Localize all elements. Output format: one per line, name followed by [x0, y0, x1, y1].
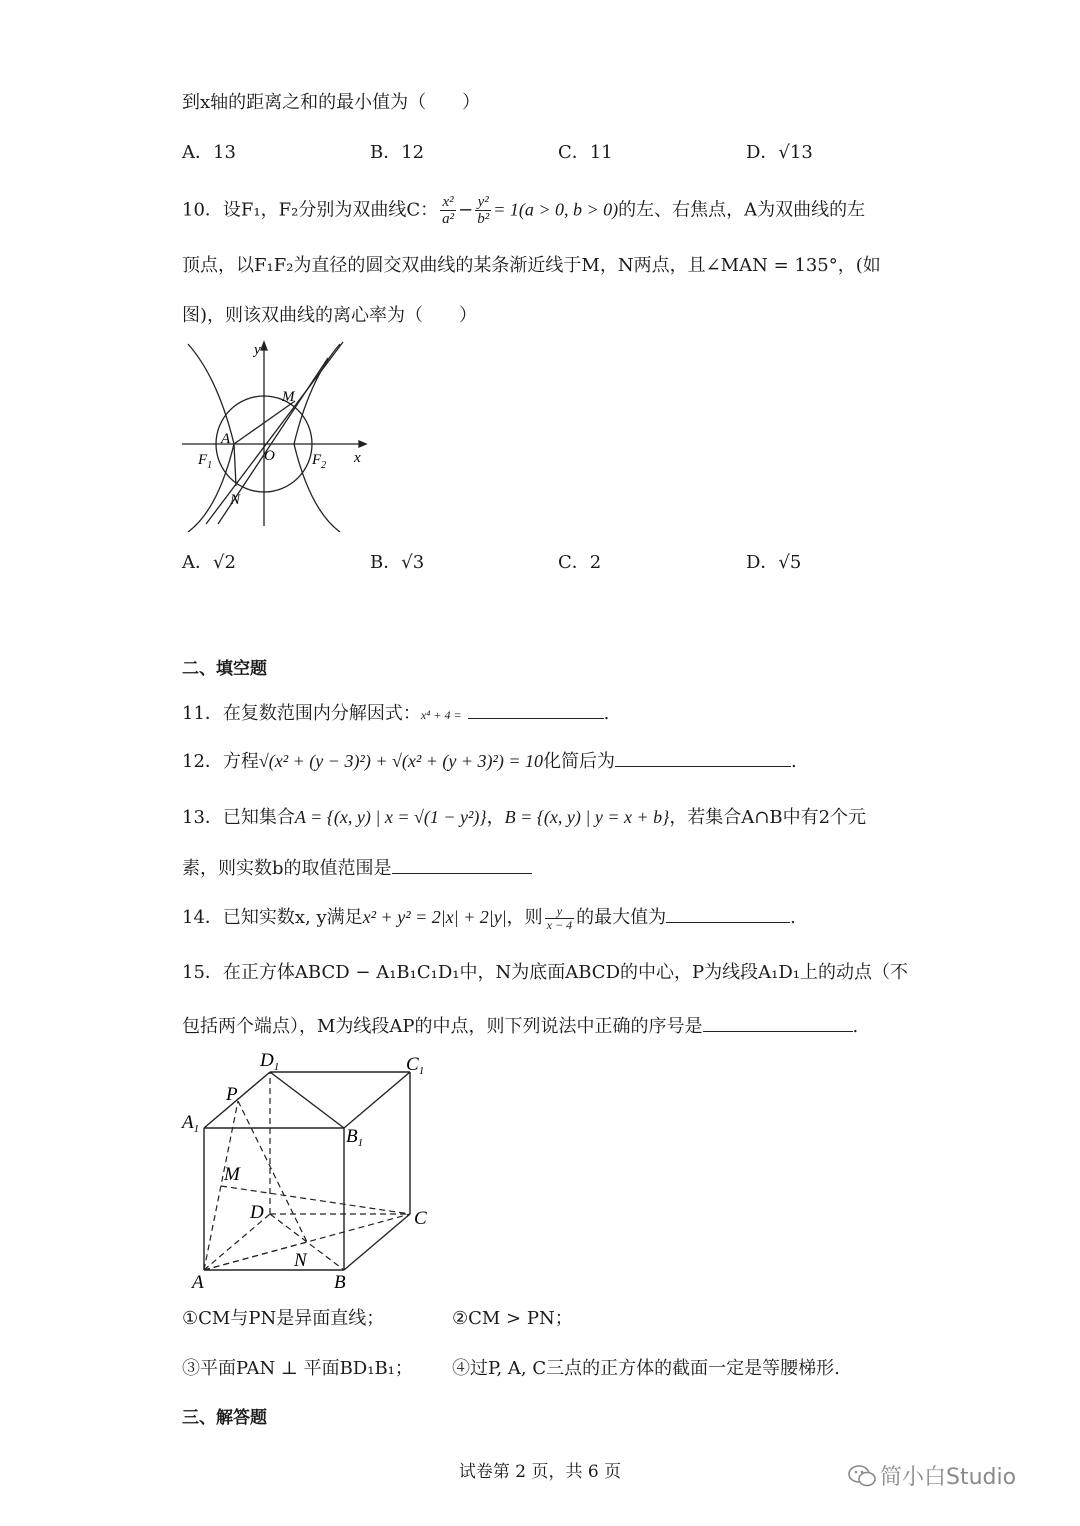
label-y: y	[254, 342, 261, 358]
label-x: x	[354, 450, 361, 466]
q14-text2: ，则	[506, 907, 543, 928]
q11	[182, 700, 609, 728]
b1-main: B	[346, 1126, 358, 1147]
label-m: M	[282, 389, 295, 405]
q15-answer-blank[interactable]	[703, 1013, 853, 1032]
q11-end: .	[603, 703, 610, 724]
a1-sub: 1	[193, 1123, 200, 1135]
q13-set-a: A = {(x, y) | x = √(1 − y²)}	[294, 807, 487, 827]
frac-num: y²	[475, 194, 491, 211]
q9-option-b: B．12	[370, 142, 425, 163]
q10-line1: 10．设F₁，F₂分别为双曲线C： $\frac{\text{x²}}{\text{a²}}$ − $\frac{\text{y²}}{\text{b²}}$ = 1(a > 0, b > 0)的左、右焦点，A为双曲线的左	[182, 194, 866, 227]
q15-statement-2: ②CM > PN；	[452, 1308, 573, 1329]
edge-b1-c1	[344, 1072, 410, 1128]
q12-text2: 化简后为	[543, 751, 616, 772]
frac-num: x²	[440, 194, 456, 211]
wechat-icon	[848, 1464, 876, 1488]
q12	[182, 748, 797, 775]
label-a: A	[221, 431, 231, 447]
label-c: C	[414, 1208, 427, 1229]
q13-text: 13．已知集合	[182, 807, 295, 828]
q9-option-d: D．√13	[746, 142, 813, 163]
q13-set-b: B = {(x, y) | y = x + b}	[504, 807, 670, 827]
b1-sub: 1	[357, 1137, 364, 1149]
segment-a-p	[204, 1101, 238, 1270]
q11-text: 11．在复数范围内分解因式：	[182, 703, 421, 724]
label-n: N	[294, 1250, 307, 1271]
q13-line1	[182, 804, 866, 831]
q13-sep: ，	[486, 807, 505, 828]
c1-main: C	[406, 1054, 419, 1075]
q15-line1: 15．在正方体ABCD − A₁B₁C₁D₁中，N为底面ABCD的中心，P为线段A₁D₁上的动点（不	[182, 962, 908, 983]
segment-a-n	[204, 1242, 307, 1270]
q14-answer-blank[interactable]	[666, 904, 790, 923]
diag-d1-b1	[270, 1072, 344, 1128]
q13-tail: ，若集合A∩B中有2个元	[669, 807, 867, 828]
d1-main: D	[260, 1050, 274, 1071]
q15-statement-4: ④过P, A, C三点的正方体的截面一定是等腰梯形.	[452, 1358, 840, 1379]
f1-main: F	[198, 452, 208, 468]
q9-option-c: C．11	[558, 142, 613, 163]
label-d1	[259, 1050, 279, 1073]
q15-statement-1: ①CM与PN是异面直线；	[182, 1308, 385, 1329]
q12-expr: √(x² + (y − 3)²) + √(x² + (y + 3)²) = 10	[258, 751, 544, 771]
label-n: N	[230, 492, 241, 508]
frac-den: x − 4	[546, 917, 573, 932]
segment-p-n	[238, 1101, 307, 1242]
q11-answer-blank[interactable]	[468, 700, 604, 719]
q10-line3: 图)，则该双曲线的离心率为（ ）	[182, 305, 478, 326]
q10-number: 10．设	[182, 199, 241, 221]
q10-frac-y	[475, 194, 491, 227]
q9-stem: 到x轴的距离之和的最小值为（ ）	[182, 92, 481, 113]
f2-main: F	[312, 452, 322, 468]
q9-option-a: A．13	[182, 142, 236, 163]
edge-b-c	[344, 1214, 410, 1270]
q10-eq: = 1(a > 0, b > 0)	[493, 199, 619, 220]
label-b1	[346, 1126, 363, 1149]
q14	[182, 904, 796, 932]
q11-expr: x⁴ + 4 =	[420, 708, 462, 722]
right-branch	[294, 344, 340, 532]
section-2-title: 二、填空题	[182, 659, 267, 679]
q13-answer-blank[interactable]	[392, 855, 532, 874]
hyperbola-figure	[178, 338, 374, 532]
q10-option-c: C．2	[558, 552, 602, 573]
q10-option-b: B．√3	[370, 552, 425, 573]
cube-figure	[180, 1046, 440, 1294]
q14-text: 14．已知实数x, y满足	[182, 907, 363, 928]
frac-den: b²	[477, 211, 490, 227]
q12-end: .	[791, 751, 797, 772]
c1-sub: 1	[418, 1065, 425, 1077]
x-arrow	[359, 441, 366, 447]
f2-sub: 2	[321, 460, 327, 471]
label-p: P	[226, 1084, 238, 1105]
label-f2	[311, 452, 326, 471]
q14-frac	[545, 905, 574, 932]
segment-an	[234, 444, 236, 486]
q13-line2	[182, 855, 532, 882]
label-f1	[197, 452, 212, 471]
diag-d-b	[270, 1214, 344, 1270]
q10-line1-tail: 的左、右焦点，A为双曲线的左	[618, 199, 866, 221]
a1-main: A	[182, 1112, 194, 1133]
q10-option-a: A．√2	[182, 552, 236, 573]
y-arrow	[261, 342, 267, 350]
label-d: D	[250, 1202, 264, 1223]
q10-frac-x	[440, 194, 456, 227]
label-b: B	[334, 1272, 346, 1293]
watermark	[848, 1460, 1016, 1491]
q14-expr: x² + y² = 2|x| + 2|y|	[362, 907, 507, 927]
q13-line2-text: 素，则实数b的取值范围是	[182, 858, 392, 879]
label-o: O	[264, 448, 275, 464]
label-c1	[406, 1054, 424, 1077]
q14-end: .	[790, 907, 796, 928]
label-a: A	[192, 1272, 204, 1293]
section-3-title: 三、解答题	[182, 1408, 267, 1428]
q15-end: .	[852, 1016, 859, 1037]
q10-option-d: D．√5	[746, 552, 802, 573]
watermark-text: 简小白Studio	[880, 1465, 1017, 1490]
page-footer: 试卷第 2 页，共 6 页	[458, 1462, 622, 1482]
label-a1	[180, 1112, 199, 1135]
q15-statement-3: ③平面PAN ⊥ 平面BD₁B₁；	[182, 1358, 413, 1379]
q10-line2: 顶点，以F₁F₂为直径的圆交双曲线的某条渐近线于M，N两点，且∠MAN = 135°，(如	[182, 255, 881, 276]
d1-sub: 1	[273, 1061, 280, 1073]
f1-sub: 1	[207, 460, 213, 471]
frac-den: a²	[442, 211, 455, 227]
q12-text: 12．方程	[182, 751, 259, 772]
q14-text3: 的最大值为	[576, 907, 667, 928]
q10-foci-text: F₁，F₂分别为双曲线C：	[240, 199, 439, 221]
q15-line2-text: 包括两个端点），M为线段AP的中点，则下列说法中正确的序号是	[182, 1016, 703, 1037]
frac-num: y	[545, 905, 574, 919]
label-m: M	[224, 1164, 240, 1185]
q12-answer-blank[interactable]	[615, 748, 791, 767]
q15-line2	[182, 1013, 858, 1040]
